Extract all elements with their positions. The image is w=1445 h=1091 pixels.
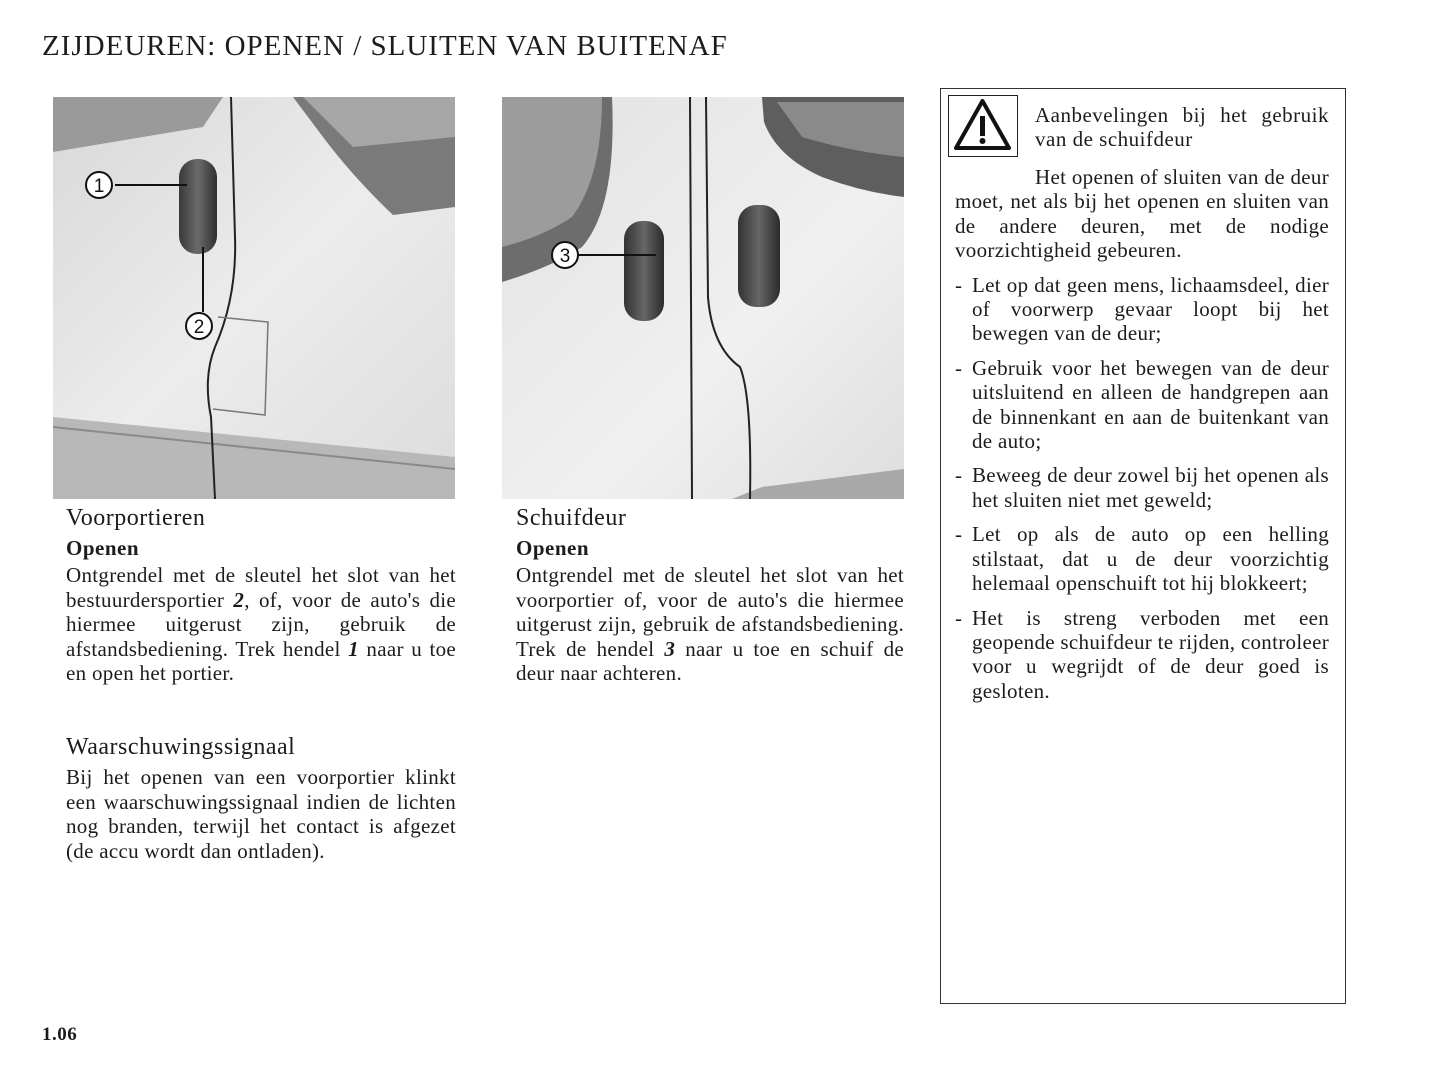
sliding-door-photo: [502, 97, 904, 499]
list-item: - Let op dat geen mens, lichaamsdeel, dier of voorwerp gevaar loopt bij het bewegen van de deur;: [955, 273, 1329, 346]
warning-box: [940, 88, 1346, 1004]
sliding-door-heading: Schuifdeur: [516, 505, 627, 531]
warning-box-intro: Het openen of sluiten van de deur moet, net als bij het openen en sluiten van de andere deuren, met de nodige voorzichtigheid gebeuren.: [955, 165, 1329, 263]
list-item: - Let op als de auto op een helling stilstaat, dat u de deur voorzichtig helemaal openschuift tot hij blokkeert;: [955, 522, 1329, 595]
warning-triangle-icon: [948, 95, 1018, 157]
svg-text:2: 2: [193, 317, 205, 338]
warning-signal-paragraph: Bij het openen van een voorportier klinkt een waarschuwingssignaal indien de lichten nog branden, terwijl het contact is afgezet (de accu wordt dan ontladen).: [66, 764, 456, 863]
front-doors-section: [66, 505, 456, 863]
sliding-door-paragraph: Ontgrendel met de sleutel het slot van het voorportier of, voor de auto's die hiermee uitgerust zijn, gebruik de afstandsbediening. Trek de hendel 3 naar u toe en schuif de deur naar achteren.: [516, 563, 905, 686]
warning-box-heading: Aanbevelingen bij het gebruik van de schuifdeur: [1035, 103, 1329, 151]
warning-bullet-list: [955, 273, 1329, 704]
callout-1: [86, 172, 112, 198]
front-doors-paragraph: Ontgrendel met de sleutel het slot van het bestuurdersportier 2, of, voor de auto's die hiermee uitgerust zijn, gebruik de afstandsbediening. Trek hendel 1 naar u toe en open het portier.: [66, 563, 456, 686]
callout-2: [186, 313, 212, 339]
list-item: - Beweeg de deur zowel bij het openen als het sluiten niet met geweld;: [955, 463, 1329, 512]
page-title: ZIJDEUREN: OPENEN / SLUITEN VAN BUITENAF: [42, 30, 728, 62]
front-door-photo: [53, 97, 455, 499]
page-number: 1.06: [42, 1024, 78, 1045]
list-item: - Gebruik voor het bewegen van de deur uitsluitend en alleen de handgrepen aan de binnenkant en aan de buitenkant van de auto;: [955, 356, 1329, 454]
warning-box-body: [955, 165, 1329, 713]
warning-signal-section: [66, 734, 456, 863]
sliding-door-section: [516, 505, 904, 686]
list-item: - Het is streng verboden met een geopende schuifdeur te rijden, controleer voor u wegrijdt of de deur goed is gesloten.: [955, 606, 1329, 704]
callout-3: [552, 242, 578, 268]
svg-text:3: 3: [559, 246, 571, 267]
front-doors-heading: Voorportieren: [66, 505, 206, 531]
front-doors-subheading: Openen: [66, 536, 140, 560]
svg-text:1: 1: [93, 176, 105, 197]
warning-signal-heading: Waarschuwingssignaal: [66, 733, 296, 760]
sliding-door-subheading: Openen: [516, 536, 590, 560]
